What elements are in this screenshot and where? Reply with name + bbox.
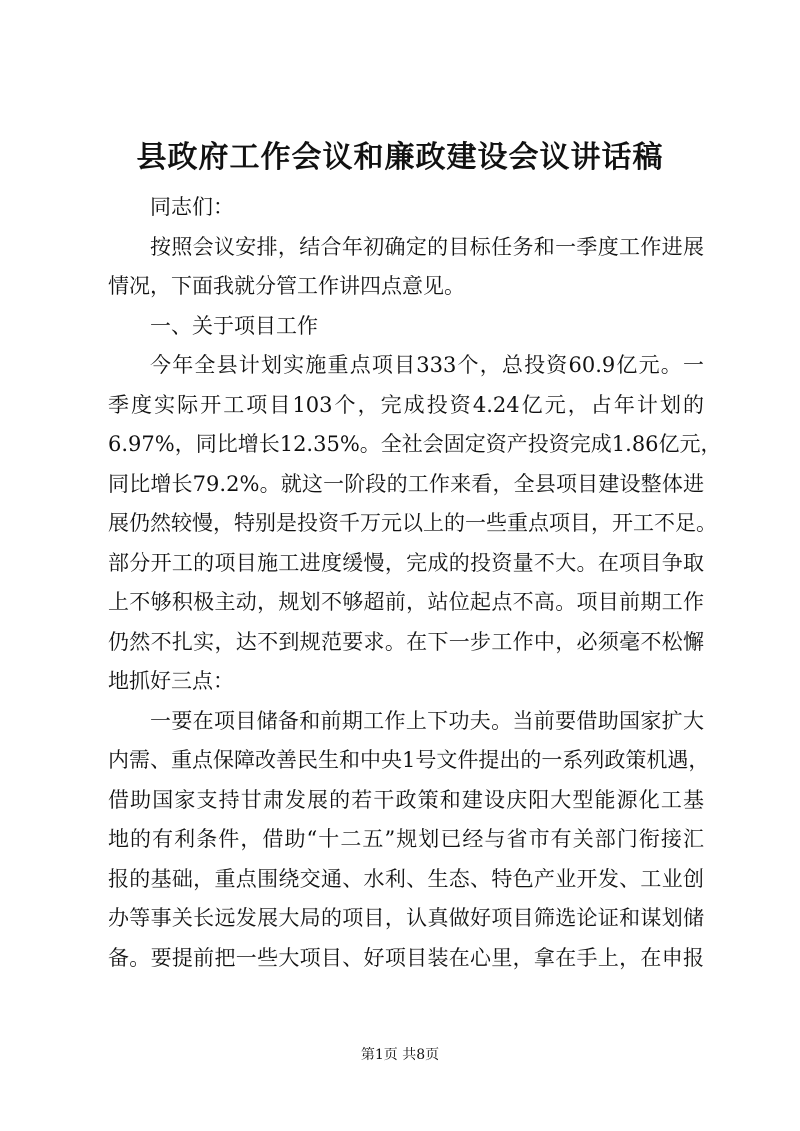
salutation-line: 同志们： [150,195,234,219]
paragraph-line: 办等事关长远发展大局的项目，认真做好项目筛选论证和谋划储 [108,906,704,930]
paragraph-line: 上不够积极主动，规划不够超前，站位起点不高。项目前期工作 [108,590,704,614]
paragraph-line: 按照会议安排，结合年初确定的目标任务和一季度工作进展 [150,234,704,259]
paragraph-line: 内需、重点保障改善民生和中央1号文件提出的一系列政策机遇， [108,748,710,772]
paragraph-line: 地抓好三点： [108,669,234,693]
paragraph-line: 备。要提前把一些大项目、好项目装在心里，拿在手上，在申报 [108,945,704,970]
paragraph-line: 今年全县计划实施重点项目333个，总投资60.9亿元。一 [150,353,704,377]
document-body [108,188,722,978]
paragraph-line: 情况，下面我就分管工作讲四点意见。 [108,274,465,298]
paragraph-line: 借助国家支持甘肃发展的若干政策和建设庆阳大型能源化工基 [108,787,704,812]
paragraph-line: 6.97%，同比增长12.35%。全社会固定资产投资完成1.86亿元， [108,432,722,456]
paragraph-line: 同比增长79.2%。就这一阶段的工作来看，全县项目建设整体进 [108,471,704,496]
paragraph-line: 地的有利条件，借助“十二五”规划已经与省市有关部门衔接汇 [108,827,704,851]
paragraph-line: 部分开工的项目施工进度缓慢，完成的投资量不大。在项目争取 [108,550,704,575]
section-heading: 一、关于项目工作 [150,313,318,338]
page-number-footer: 第1页 共8页 [360,1047,440,1063]
paragraph-line: 季度实际开工项目103个，完成投资4.24亿元，占年计划的 [108,392,704,417]
paragraph-line: 报的基础，重点围绕交通、水利、生态、特色产业开发、工业创 [108,866,704,891]
paragraph-line: 一要在项目储备和前期工作上下功夫。当前要借助国家扩大 [150,708,704,733]
paragraph-line: 展仍然较慢，特别是投资千万元以上的一些重点项目，开工不足。 [108,511,717,535]
document-title: 县政府工作会议和廉政建设会议讲话稿 [136,140,664,175]
paragraph-line: 仍然不扎实，达不到规范要求。在下一步工作中，必须毫不松懈 [108,629,704,654]
